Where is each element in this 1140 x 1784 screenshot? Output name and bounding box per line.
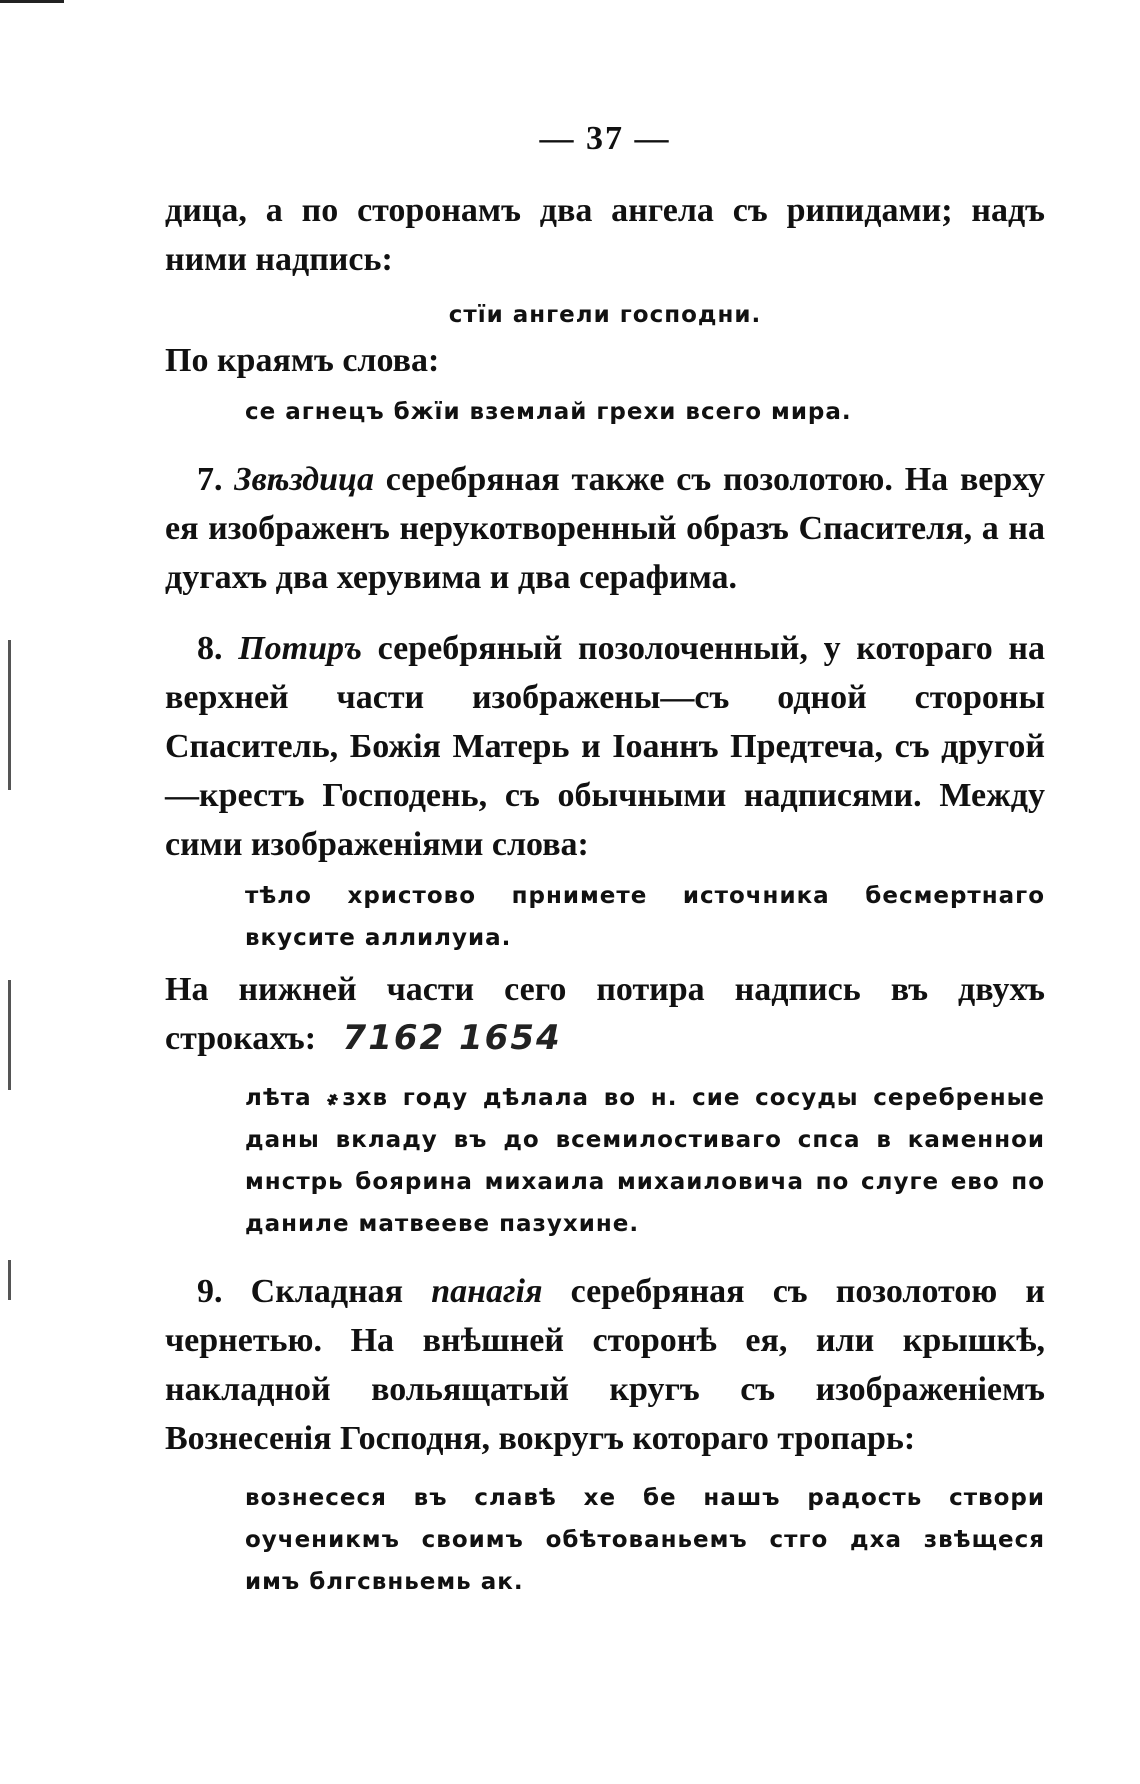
scan-margin-line: [8, 980, 11, 1090]
page-number: — 37 —: [539, 120, 671, 157]
inscription-chalice-lower: лѣта ҂зхв году дѣлала во н. сие сосуды серебреные даны вкладу въ до всемилостиваго спса в каменнои мнстрь боярина михаила михаиловича по слуге ево по даниле матвееве пазухине.: [245, 1085, 1045, 1237]
item-text: серебряная съ позолотою и чернетью. На внѣшней сторонѣ ея, или крышкѣ, накладной вольящатый кругъ съ изображеніемъ Вознесенія Господня, вокругъ котораго тропарь:: [165, 1273, 1045, 1457]
item-term: Звѣздица: [234, 461, 374, 498]
inscription-troparion: вознесеся въ славѣ хе бе нашъ радость створи оученикмъ своимъ обѣтованьемъ стго дха звѣщеся имъ блгсвньемь ак.: [245, 1485, 1045, 1595]
item-number: 9.: [197, 1273, 223, 1310]
item-term: Потиръ: [238, 630, 362, 667]
item-term: панагія: [431, 1273, 543, 1310]
item-lead: Складная: [250, 1273, 404, 1310]
scan-margin-line: [8, 640, 11, 790]
item-text: серебряный позолоченный, у котораго на верхней части изображены—съ одной стороны Спаситель, Божія Матерь и Іоаннъ Предтеча, съ другой—крестъ Господень, съ обычными надписями. Между сими изображеніями слова:: [165, 630, 1046, 863]
item-text: серебряная также съ позолотою. На верху ея изображенъ нерукотворенный образъ Спасителя, а на дугахъ два херувима и два серафима.: [165, 461, 1046, 596]
paragraph-edges: По краямъ слова:: [165, 342, 440, 379]
paragraph-continuation: дица, а по сторонамъ два ангела съ рипидами; надъ ними надпись:: [165, 192, 1045, 278]
inscription-angels: стїи ангели господни.: [448, 302, 762, 328]
paragraph-item-7: [165, 455, 1045, 602]
inscription-chalice-upper: тѣло христово прнимете источника бесмертнаго вкусите аллилуиа.: [245, 883, 1045, 951]
scan-margin-line: [8, 1260, 11, 1300]
document-page: [165, 120, 1045, 1613]
paragraph-text: На нижней части сего потира надпись въ двухъ строкахъ:: [165, 971, 1045, 1057]
paragraph-item-9: [165, 1267, 1045, 1463]
paragraph-chalice-lower: [165, 965, 1045, 1063]
item-number: 7.: [197, 461, 223, 498]
paragraph-item-8: [165, 624, 1045, 869]
handwritten-note: 7162 1654: [342, 1018, 562, 1058]
inscription-lamb: се агнецъ бжїи вземлай грехи всего мира.: [245, 399, 852, 425]
scan-corner-mark: [0, 0, 64, 3]
item-number: 8.: [197, 630, 223, 667]
